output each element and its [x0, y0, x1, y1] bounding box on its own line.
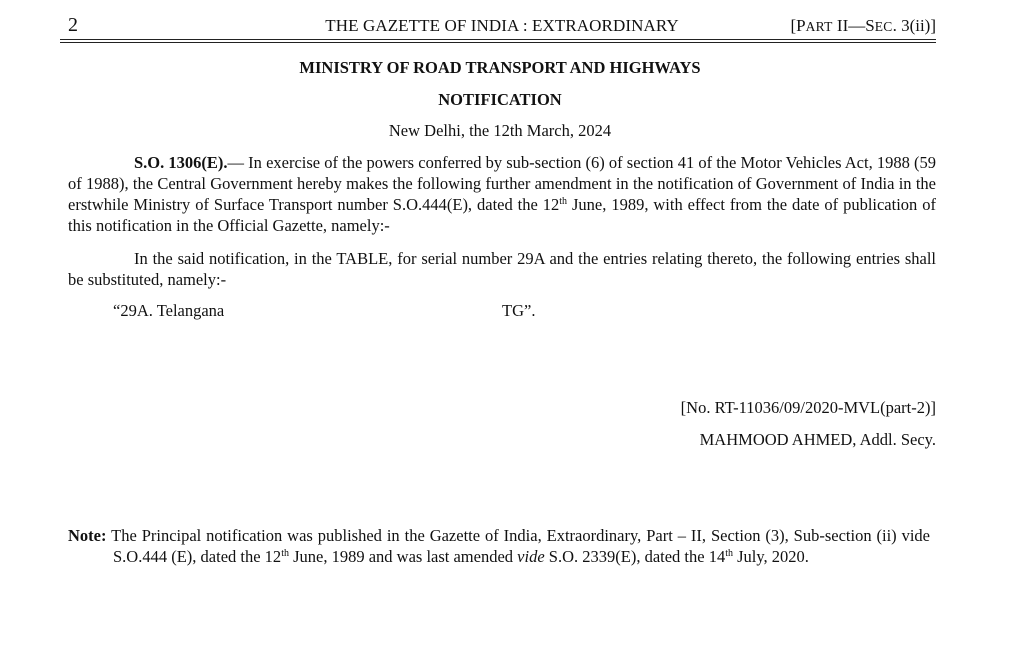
gazette-title: THE GAZETTE OF INDIA : EXTRAORDINARY — [325, 16, 679, 35]
order-paragraph — [68, 152, 936, 236]
order-text-a: — In exercise of the powers conferred by sub-section (6) of section 41 of the Motor Vehicles Act, 1988 (59 of 1988), the Central Government hereby makes the following further amendment in the notification of Government of India in the erstwhile Ministry of Surface Transport number S.O.444(E), dated the 12 — [68, 153, 936, 214]
note-text-b: June, 1989 and was last amended — [288, 547, 518, 566]
signatory: MAHMOOD AHMED, Addl. Secy. — [699, 430, 936, 449]
ministry-heading: MINISTRY OF ROAD TRANSPORT AND HIGHWAYS — [299, 58, 701, 77]
note-paragraph — [68, 525, 930, 567]
order-number: S.O. 1306(E). — [134, 153, 228, 172]
header-rule-bottom — [60, 42, 936, 43]
note-text-c: S.O. 2339(E), dated the 14 — [544, 547, 726, 566]
part-section-art: ART — [805, 19, 833, 34]
part-section-ec: EC — [874, 19, 893, 34]
amendment-paragraph: In the said notification, in the TABLE, for serial number 29A and the entries relating thereto, the following entries shall be substituted, namely:- — [68, 249, 936, 289]
file-reference: [No. RT-11036/09/2020-MVL(part-2)] — [680, 398, 936, 417]
table-entry-serial: “29A. Telangana — [113, 301, 225, 320]
part-section-p: P — [796, 16, 806, 35]
part-section-open: [ — [790, 16, 797, 35]
note-vide: vide — [517, 547, 545, 566]
part-section-label — [790, 16, 936, 36]
order-text-b: June, 1989, with effect from the date of publication of this notification in the Official Gazette, namely:- — [68, 195, 936, 235]
dateline: New Delhi, the 12th March, 2024 — [388, 121, 612, 140]
note-text-d: July, 2020. — [733, 547, 809, 566]
part-section-tail: . 3(ii)] — [892, 16, 936, 35]
table-entry-code: TG”. — [502, 301, 536, 320]
note-label: Note: — [68, 526, 107, 545]
header-rule-top — [60, 39, 936, 40]
note-sup-a: th — [281, 548, 289, 559]
order-sup-a: th — [559, 196, 568, 207]
page-number: 2 — [68, 14, 78, 36]
note-text-a: The Principal notification was published in the Gazette of India, Extraordinary, Part – II, Section (3), Sub-section (ii) vide S.O.444 (E), dated the 12 — [106, 526, 930, 566]
notification-heading: NOTIFICATION — [438, 90, 562, 109]
note-sup-b: th — [725, 548, 733, 559]
part-section-mid: II—S — [832, 16, 875, 35]
